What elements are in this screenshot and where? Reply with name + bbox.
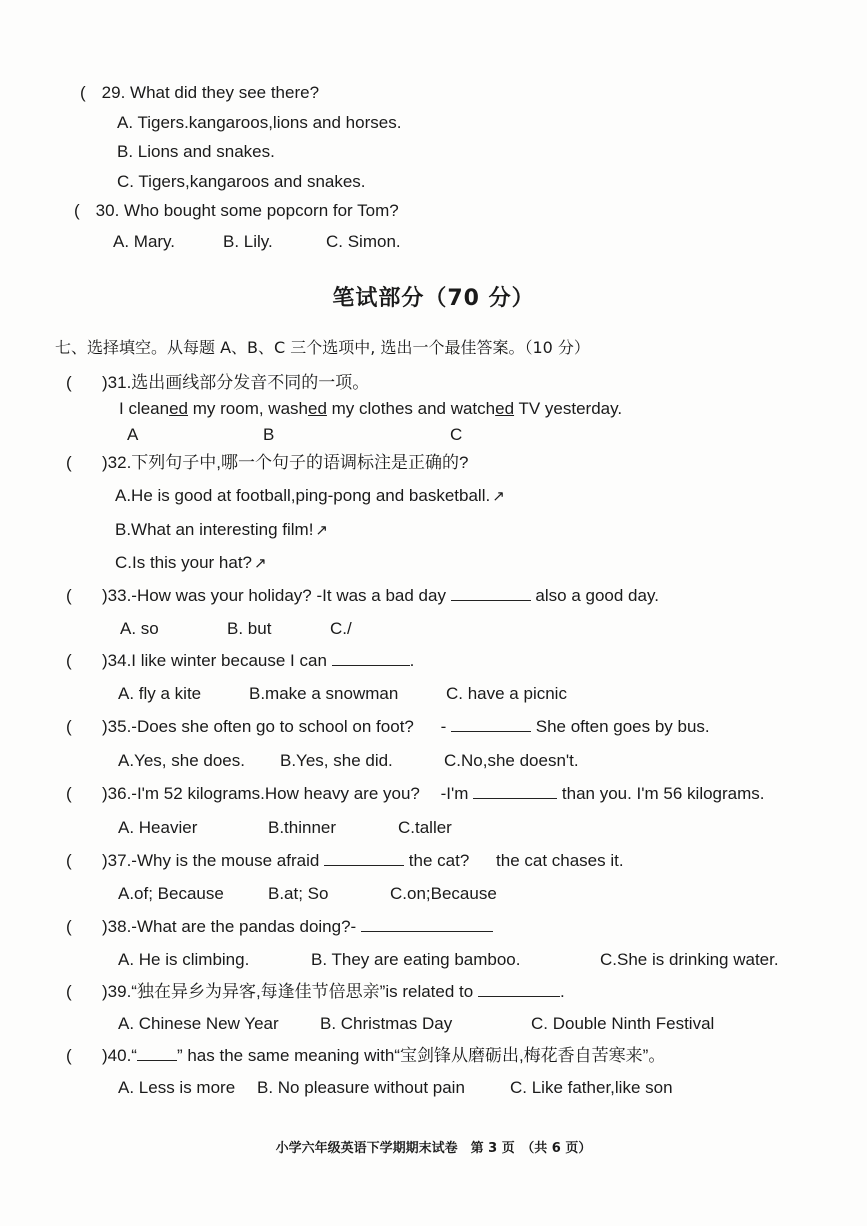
label-c: C: [450, 425, 463, 444]
answer-blank: [451, 586, 531, 601]
option-a: A.of; Because: [118, 884, 224, 903]
option-b: B.make a snowman: [249, 684, 399, 703]
option-a: A. Heavier: [118, 818, 198, 837]
option-a: A.He is good at football,ping-pong and basketball. ↗: [115, 486, 505, 505]
question-stem: )34.I like winter because I can: [102, 651, 327, 670]
question-stem: 29. What did they see there?: [101, 83, 320, 102]
question-31-sentence: I cleaned my room, washed my clothes and watched TV yesterday.: [119, 399, 623, 418]
question-stem: )33.-How was your holiday? -It was a bad day: [102, 586, 446, 605]
option-c: C. Double Ninth Festival: [531, 1014, 715, 1033]
question-32: ( )32.下列句子中,哪一个句子的语调标注是正确的?: [66, 453, 469, 472]
option-a: A.Yes, she does.: [118, 751, 245, 770]
question-stem: )35.-Does she often go to school on foot?: [102, 717, 414, 736]
answer-blank: [137, 1046, 177, 1061]
answer-blank: [332, 651, 410, 666]
option-a: A. He is climbing.: [118, 950, 250, 969]
rising-arrow-icon: ↗: [315, 522, 328, 539]
option-c: C.on;Because: [390, 884, 497, 903]
label-b: B: [263, 425, 275, 444]
option-c: C.Is this your hat? ↗: [115, 553, 267, 572]
question-stem: )32.下列句子中,哪一个句子的语调标注是正确的?: [102, 453, 469, 472]
option-c: C. Like father,like son: [510, 1078, 673, 1097]
option-a: A. Mary.: [113, 232, 176, 251]
question-stem: )39.“独在异乡为异客,每逢佳节倍思亲”is related to: [102, 982, 474, 1001]
question-29: ( 29. What did they see there?: [80, 83, 320, 102]
option-c: C.She is drinking water.: [600, 950, 779, 969]
option-a: A. Chinese New Year: [118, 1014, 279, 1033]
question-30: ( 30. Who bought some popcorn for Tom?: [74, 201, 399, 220]
section-title: 笔试部分（70 分）: [332, 286, 535, 311]
option-b: B.at; So: [268, 884, 329, 903]
question-36: ( )36.-I'm 52 kilograms.How heavy are you? -I'm than you. I'm 56 kilograms.: [66, 784, 765, 803]
option-b: B. Christmas Day: [320, 1014, 453, 1033]
question-40: ( )40.“ ” has the same meaning with“宝剑锋从磨砺出,梅花香自苦寒来”。: [66, 1046, 666, 1065]
option-b: B. Lily.: [223, 232, 273, 251]
option-c: C. Tigers,kangaroos and snakes.: [117, 172, 366, 191]
option-c: C. have a picnic: [446, 684, 567, 703]
option-c: C./: [330, 619, 352, 638]
option-b: B.thinner: [268, 818, 337, 837]
label-a: A: [127, 425, 139, 444]
section-heading: 七、选择填空。从每题 A、B、C 三个选项中, 选出一个最佳答案。（10 分）: [55, 338, 590, 357]
question-34: ( )34.I like winter because I can .: [66, 651, 415, 670]
question-stem: )31.选出画线部分发音不同的一项。: [102, 373, 370, 392]
question-stem: )36.-I'm 52 kilograms.How heavy are you?: [102, 784, 420, 803]
question-38: ( )38.-What are the pandas doing?-: [66, 916, 493, 938]
option-a: A. fly a kite: [118, 684, 202, 703]
option-a: A. Less is more: [118, 1078, 236, 1097]
option-b: B.Yes, she did.: [280, 751, 393, 770]
option-c: C.taller: [398, 818, 452, 837]
question-35: ( )35.-Does she often go to school on foot? - She often goes by bus.: [66, 717, 710, 736]
answer-blank: [478, 982, 560, 997]
answer-blank: [361, 917, 493, 932]
option-c: C. Simon.: [326, 232, 401, 251]
question-39: ( )39.“独在异乡为异客,每逢佳节倍思亲”is related to .: [66, 982, 565, 1001]
option-a: A. Tigers.kangaroos,lions and horses.: [117, 113, 402, 132]
answer-blank: [473, 784, 557, 799]
question-37: ( )37.-Why is the mouse afraid the cat? the cat chases it.: [66, 851, 624, 870]
question-stem: 30. Who bought some popcorn for Tom?: [95, 201, 399, 220]
question-stem: )38.-What are the pandas doing?-: [102, 917, 357, 936]
option-b: B.What an interesting film! ↗: [115, 520, 328, 539]
rising-arrow-icon: ↗: [254, 555, 267, 572]
option-a: A. so: [120, 619, 159, 638]
question-stem: )37.-Why is the mouse afraid: [102, 851, 320, 870]
page-footer: 小学六年级英语下学期期末试卷 第 3 页 （共 6 页）: [275, 1141, 592, 1156]
option-b: B. but: [227, 619, 272, 638]
option-c: C.No,she doesn't.: [444, 751, 579, 770]
option-b: B. Lions and snakes.: [117, 142, 275, 161]
answer-blank: [324, 851, 404, 866]
option-b: B. They are eating bamboo.: [311, 950, 521, 969]
answer-blank: [451, 717, 531, 732]
question-31: ( )31.选出画线部分发音不同的一项。: [66, 373, 370, 392]
rising-arrow-icon: ↗: [492, 488, 505, 505]
question-33: ( )33.-How was your holiday? -It was a bad day also a good day.: [66, 586, 659, 605]
option-b: B. No pleasure without pain: [257, 1078, 465, 1097]
question-stem: )40.“: [102, 1046, 137, 1065]
